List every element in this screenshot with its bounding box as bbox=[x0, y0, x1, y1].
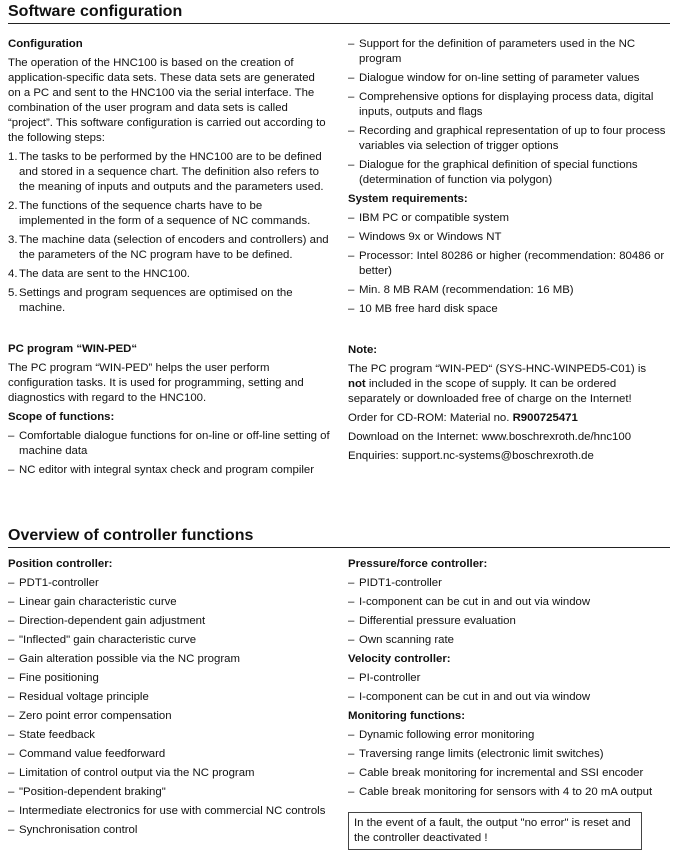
list-item: – Recording and graphical representation of up to four process variables via selection of trigger options bbox=[348, 124, 666, 154]
list-item: – Zero point error compensation bbox=[8, 709, 330, 724]
list-item: – Comfortable dialogue functions for on-line or off-line setting of machine data bbox=[8, 429, 330, 459]
software-right-column bbox=[348, 37, 666, 468]
list-item: – PI-controller bbox=[348, 671, 666, 686]
list-item: – PDT1-controller bbox=[8, 576, 330, 591]
list-item: – Direction-dependent gain adjustment bbox=[8, 614, 330, 629]
list-item: – Command value feedforward bbox=[8, 747, 330, 762]
scope-heading: Scope of functions: bbox=[8, 411, 115, 423]
list-item: – Comprehensive options for displaying process data, digital inputs, outputs and flags bbox=[348, 90, 666, 120]
material-number: R900725471 bbox=[512, 412, 578, 424]
order-line: Order for CD-ROM: Material no. R900725471 bbox=[348, 412, 578, 424]
list-item: – Processor: Intel 80286 or higher (recommendation: 80486 or better) bbox=[348, 249, 666, 279]
configuration-heading: Configuration bbox=[8, 38, 83, 50]
system-requirements-list bbox=[348, 211, 666, 317]
configuration-steps bbox=[8, 150, 330, 316]
monitoring-functions-heading: Monitoring functions: bbox=[348, 710, 466, 722]
position-controller-heading: Position controller: bbox=[8, 558, 113, 570]
list-item: – NC editor with integral syntax check and program compiler bbox=[8, 463, 330, 478]
list-item: – Cable break monitoring for incremental and SSI encoder bbox=[348, 766, 666, 781]
configuration-step: 3. The machine data (selection of encoders and controllers) and the parameters of the NC program have to be defined. bbox=[8, 234, 329, 261]
enquiries-line: Enquiries: support.nc-systems@boschrexroth.de bbox=[348, 450, 594, 462]
list-item: – Intermediate electronics for use with commercial NC controls bbox=[8, 804, 330, 819]
list-item: – "Position-dependent braking" bbox=[8, 785, 330, 800]
configuration-step: 1. The tasks to be performed by the HNC100 are to be defined and stored in a sequence chart. The definition also refers to the meaning of inputs and outputs and the parameters used. bbox=[8, 151, 324, 193]
list-item: – Min. 8 MB RAM (recommendation: 16 MB) bbox=[348, 283, 666, 298]
list-item: – 10 MB free hard disk space bbox=[348, 302, 666, 317]
list-item: – I-component can be cut in and out via window bbox=[348, 690, 666, 705]
configuration-step: 5. Settings and program sequences are optimised on the machine. bbox=[8, 287, 293, 314]
position-controller-list bbox=[8, 576, 330, 838]
list-item: – Traversing range limits (electronic limit switches) bbox=[348, 747, 666, 762]
software-left-column bbox=[8, 37, 330, 482]
configuration-intro: The operation of the HNC100 is based on the creation of application-specific data sets. These data sets are generated on a PC and sent to the HNC100 via the serial interface. The combination of the user program and data sets is called “project”. This software configuration is carried out according to the following steps: bbox=[8, 57, 326, 144]
list-item: – "Inflected" gain characteristic curve bbox=[8, 633, 330, 648]
configuration-step: 2. The functions of the sequence charts have to be implemented in the form of a sequence of NC commands. bbox=[8, 200, 311, 227]
configuration-step: 4. The data are sent to the HNC100. bbox=[8, 268, 190, 280]
list-item: – PIDT1-controller bbox=[348, 576, 666, 591]
list-item: – IBM PC or compatible system bbox=[348, 211, 666, 226]
list-item: – State feedback bbox=[8, 728, 330, 743]
overview-right-column bbox=[348, 557, 666, 850]
list-item: – Differential pressure evaluation bbox=[348, 614, 666, 629]
system-requirements-heading: System requirements: bbox=[348, 193, 468, 205]
note-text: The PC program “WIN-PED“ (SYS-HNC-WINPED5-C01) is not included in the scope of supply. It can be ordered separately or downloaded free of charge on the Internet! bbox=[348, 363, 647, 405]
list-item: – Dialogue for the graphical definition of special functions (determination of function via polygon) bbox=[348, 158, 666, 188]
monitoring-functions-list bbox=[348, 728, 666, 800]
pressure-controller-list bbox=[348, 576, 666, 648]
fault-note-box: In the event of a fault, the output "no error" is reset and the controller deactivated ! bbox=[348, 812, 642, 850]
list-item: – Gain alteration possible via the NC program bbox=[8, 652, 330, 667]
overview-title: Overview of controller functions bbox=[8, 526, 670, 548]
list-item: – Residual voltage principle bbox=[8, 690, 330, 705]
list-item: – Linear gain characteristic curve bbox=[8, 595, 330, 610]
winped-heading: PC program “WIN-PED“ bbox=[8, 343, 138, 355]
list-item: – Windows 9x or Windows NT bbox=[348, 230, 666, 245]
note-heading: Note: bbox=[348, 344, 378, 356]
winped-intro: The PC program “WIN-PED” helps the user perform configuration tasks. It is used for programming, setting and diagnostics with regard to the HNC100. bbox=[8, 362, 304, 404]
pressure-controller-heading: Pressure/force controller: bbox=[348, 558, 488, 570]
list-item: – Support for the definition of parameters used in the NC program bbox=[348, 37, 666, 67]
list-item: – Own scanning rate bbox=[348, 633, 666, 648]
feature-list bbox=[348, 37, 666, 188]
list-item: – Limitation of control output via the NC program bbox=[8, 766, 330, 781]
list-item: – Fine positioning bbox=[8, 671, 330, 686]
scope-list bbox=[8, 429, 330, 478]
list-item: – Synchronisation control bbox=[8, 823, 330, 838]
list-item: – I-component can be cut in and out via window bbox=[348, 595, 666, 610]
velocity-controller-list bbox=[348, 671, 666, 705]
list-item: – Dynamic following error monitoring bbox=[348, 728, 666, 743]
software-configuration-title: Software configuration bbox=[8, 2, 670, 24]
download-line: Download on the Internet: www.boschrexroth.de/hnc100 bbox=[348, 431, 632, 443]
overview-left-column bbox=[8, 557, 330, 842]
list-item: – Cable break monitoring for sensors with 4 to 20 mA output bbox=[348, 785, 666, 800]
list-item: – Dialogue window for on-line setting of parameter values bbox=[348, 71, 666, 86]
velocity-controller-heading: Velocity controller: bbox=[348, 653, 451, 665]
